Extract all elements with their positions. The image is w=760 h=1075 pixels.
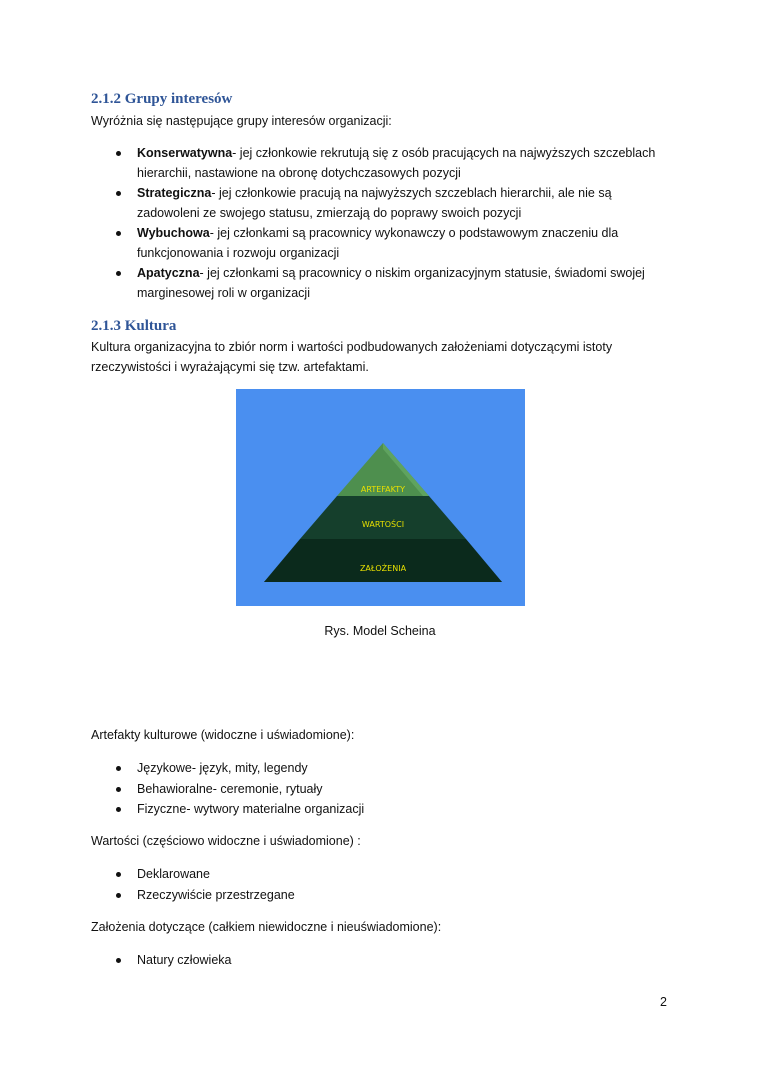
list-item-continuation: zadowoleni ze swojego statusu, zmierzają do poprawy swoich pozycji [137, 206, 522, 220]
list-item [137, 263, 645, 283]
page-number: 2 [660, 995, 667, 1009]
list-item: Rzeczywiście przestrzegane [137, 888, 295, 902]
list-item-continuation: marginesowej roli w organizacji [137, 286, 310, 300]
list-item-continuation: funkcjonowania i rozwoju organizacji [137, 246, 340, 260]
section-heading-grupy-interesow: 2.1.2 Grupy interesów [91, 91, 233, 107]
list-item-term: Wybuchowa [137, 226, 210, 240]
list-item: Językowe- język, mity, legendy [137, 761, 308, 775]
artefakty-intro: Artefakty kulturowe (widoczne i uświadomione): [91, 728, 355, 742]
list-item: Deklarowane [137, 867, 210, 881]
list-item-desc: - jej członkami są pracownicy wykonawczy o podstawowym znaczeniu dla [209, 226, 619, 240]
wartosci-intro: Wartości (częściowo widoczne i uświadomione) : [91, 834, 361, 848]
schein-model-figure [236, 389, 525, 606]
bullet-icon [116, 231, 121, 236]
list-item: Fizyczne- wytwory materialne organizacji [137, 802, 365, 816]
pyramid-label-artefakty: ARTEFAKTY [360, 485, 406, 494]
paragraph-line: Kultura organizacyjna to zbiór norm i wartości podbudowanych założeniami dotyczącymi istoty [91, 340, 613, 354]
pyramid-tier-zalozenia [264, 539, 502, 582]
pyramid-diagram [236, 389, 525, 606]
list-item-desc: - jej członkowie rekrutują się z osób pracujących na najwyższych szczeblach [232, 146, 656, 160]
bullet-icon [116, 807, 121, 812]
list-item [137, 223, 618, 243]
bullet-icon [116, 191, 121, 196]
pyramid-label-zalozenia: ZAŁOŻENIA [359, 564, 407, 573]
bullet-icon [116, 872, 121, 877]
pyramid-tier-wartosci [300, 496, 466, 539]
paragraph-line: rzeczywistości i wyrażającymi się tzw. artefaktami. [91, 360, 369, 374]
bullet-icon [116, 893, 121, 898]
bullet-icon [116, 271, 121, 276]
section-heading-kultura: 2.1.3 Kultura [91, 318, 177, 334]
list-item-desc: - jej członkami są pracownicy o niskim organizacyjnym statusie, świadomi swojej [199, 266, 645, 280]
list-item-desc: - jej członkowie pracują na najwyższych szczeblach hierarchii, ale nie są [211, 186, 612, 200]
section-intro-grupy: Wyróżnia się następujące grupy interesów organizacji: [91, 114, 392, 128]
zalozenia-intro: Założenia dotyczące (całkiem niewidoczne i nieuświadomione): [91, 920, 442, 934]
bullet-icon [116, 958, 121, 963]
list-item-term: Apatyczna [137, 266, 200, 280]
list-item-term: Strategiczna [137, 186, 212, 200]
list-item-term: Konserwatywna [137, 146, 233, 160]
list-item-continuation: hierarchii, nastawione na obronę dotychczasowych pozycji [137, 166, 461, 180]
bullet-icon [116, 787, 121, 792]
list-item [137, 183, 612, 203]
figure-caption: Rys. Model Scheina [324, 624, 436, 638]
pyramid-label-wartosci: WARTOŚCI [361, 520, 405, 529]
bullet-icon [116, 766, 121, 771]
list-item: Natury człowieka [137, 953, 232, 967]
list-item: Behawioralne- ceremonie, rytuały [137, 782, 323, 796]
bullet-icon [116, 151, 121, 156]
list-item [137, 143, 655, 163]
